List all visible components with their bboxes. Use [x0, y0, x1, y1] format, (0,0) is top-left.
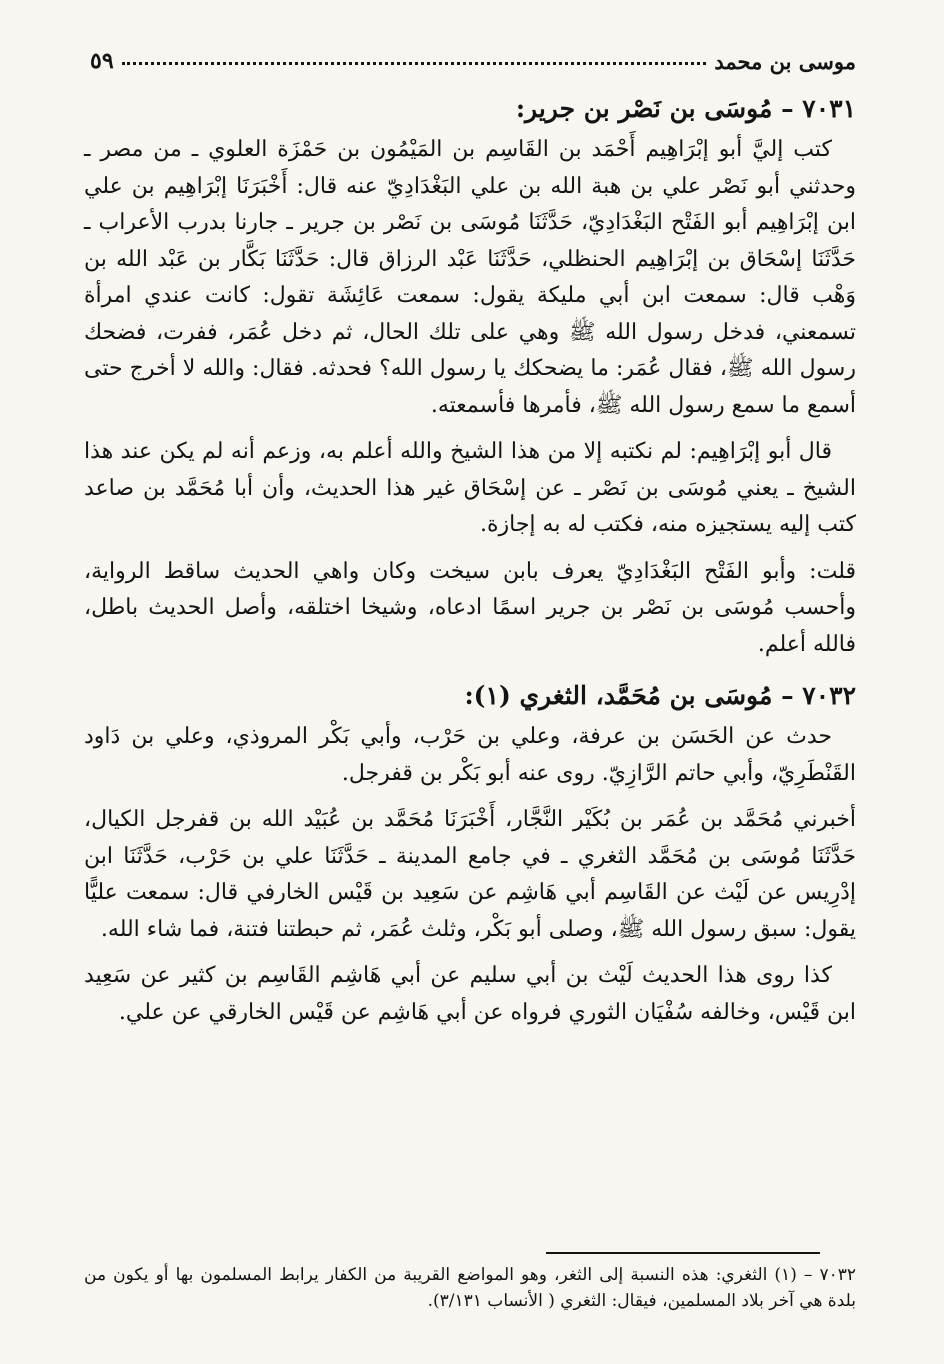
entry-heading: ٧٠٣٢ – مُوسَى بن مُحَمَّد، الثغري (١): [464, 681, 856, 710]
entry-paragraph: قلت: وأبو الفَتْح البَغْدَادِيّ يعرف بابن سيخت وكان واهي الحديث ساقط الرواية، وأحسب مُوسَى بن نَصْر بن جرير اسمًا ادعاه، وشيخا اختلقه، وأصل الحديث باطل، فالله أعلم. [84, 558, 856, 657]
header-dot-leader [122, 62, 707, 65]
entry-paragraph: قال أبو إبْرَاهِيم: لم نكتبه إلا من هذا الشيخ والله أعلم به، وزعم أنه لم يكن عند هذا الشيخ ـ يعني مُوسَى بن نَصْر ـ عن إسْحَاق غير هذا الحديث، وأن أبا مُحَمَّد بن صاعد كتب إليه يستجيزه منه، فكتب له به إجازة. [84, 439, 856, 537]
entry-paragraph: أخبرني مُحَمَّد بن عُمَر بن بُكَيْر النَّجَّار، أَخْبَرَنَا مُحَمَّد بن عُبَيْد الله بن قفرجل الكيال، حَدَّثَنَا مُوسَى بن مُحَمَّد الثغري ـ في جامع المدينة ـ حَدَّثَنَا علي بن حَرْب، حَدَّثَنَا ابن إدْرِيس عن لَيْث عن القَاسِم أبي هَاشِم عن سَعِيد بن قَيْس الخارفي قال: سمعت عليًّا يقول: سبق رسول الله ﷺ، وصلى أبو بَكْر، وثلث عُمَر، ثم حبطتنا فتنة، فما شاء الله. [84, 807, 856, 942]
entry-heading: ٧٠٣١ – مُوسَى بن نَصْر بن جرير: [515, 94, 856, 123]
entry-paragraph: كتب إليَّ أبو إبْرَاهِيم أَحْمَد بن القَاسِم بن المَيْمُون بن حَمْزَة العلوي ـ من مصر ـ وحدثني أبو نَصْر علي بن هبة الله بن علي البَغْدَادِيّ عنه قال: أَخْبَرَنَا إبْرَاهِيم بن علي ابن إبْرَاهِيم أبو الفَتْح البَغْدَادِيّ، حَدَّثَنَا مُوسَى بن نَصْر بن جرير ـ جارنا بدرب الأعراب ـ حَدَّثَنَا إسْحَاق بن إبْرَاهِيم الحنظلي، حَدَّثَنَا عَبْد الرزاق قال: حَدَّثَنَا بَكَّار بن عَبْد الله بن وَهْب قال: سمعت ابن أبي مليكة يقول: سمعت عَائِشَة تقول: كانت عندي امرأة تسمعني، فدخل رسول الله ﷺ وهي على تلك الحال، ثم دخل عُمَر، ففرت، فضحك رسول الله ﷺ، فقال عُمَر: ما يضحكك يا رسول الله؟ فحدثه. فقال: والله لا أخرج حتى أسمع ما سمع رسول الله ﷺ، فأمرها فأسمعته. [84, 137, 856, 418]
running-header [90, 34, 856, 74]
page-body [84, 86, 856, 1041]
footnote: ٧٠٣٢ – (١) الثغري: هذه النسبة إلى الثغر، وهو المواضع القريبة من الكفار يرابط المسلمون بها أو يكون من بلدة هي آخر بلاد المسلمين، فيقال: الثغري ( الأنساب ٣/١٣١). [84, 1265, 856, 1311]
footnote-divider [546, 1252, 820, 1254]
biography-entry-7031 [84, 86, 856, 663]
entry-paragraph: كذا روى هذا الحديث لَيْث بن أبي سليم عن أبي هَاشِم القَاسِم بن كثير عن سَعِيد ابن قَيْس، وخالفه سُفْيَان الثوري فرواه عن أبي هَاشِم عن قَيْس الخارقي عن علي. [84, 963, 856, 1025]
page-number: ٥٩ [90, 48, 114, 74]
biography-entry-7032 [84, 673, 856, 1031]
running-header-title: موسى بن محمد [714, 49, 856, 74]
entry-paragraph: حدث عن الحَسَن بن عرفة، وعلي بن حَرْب، وأبي بَكْر المروذي، وعلي بن دَاود القَنْطَرِيّ، وأبي حاتم الرَّازِيّ. روى عنه أبو بَكْر بن قفرجل. [84, 724, 856, 786]
